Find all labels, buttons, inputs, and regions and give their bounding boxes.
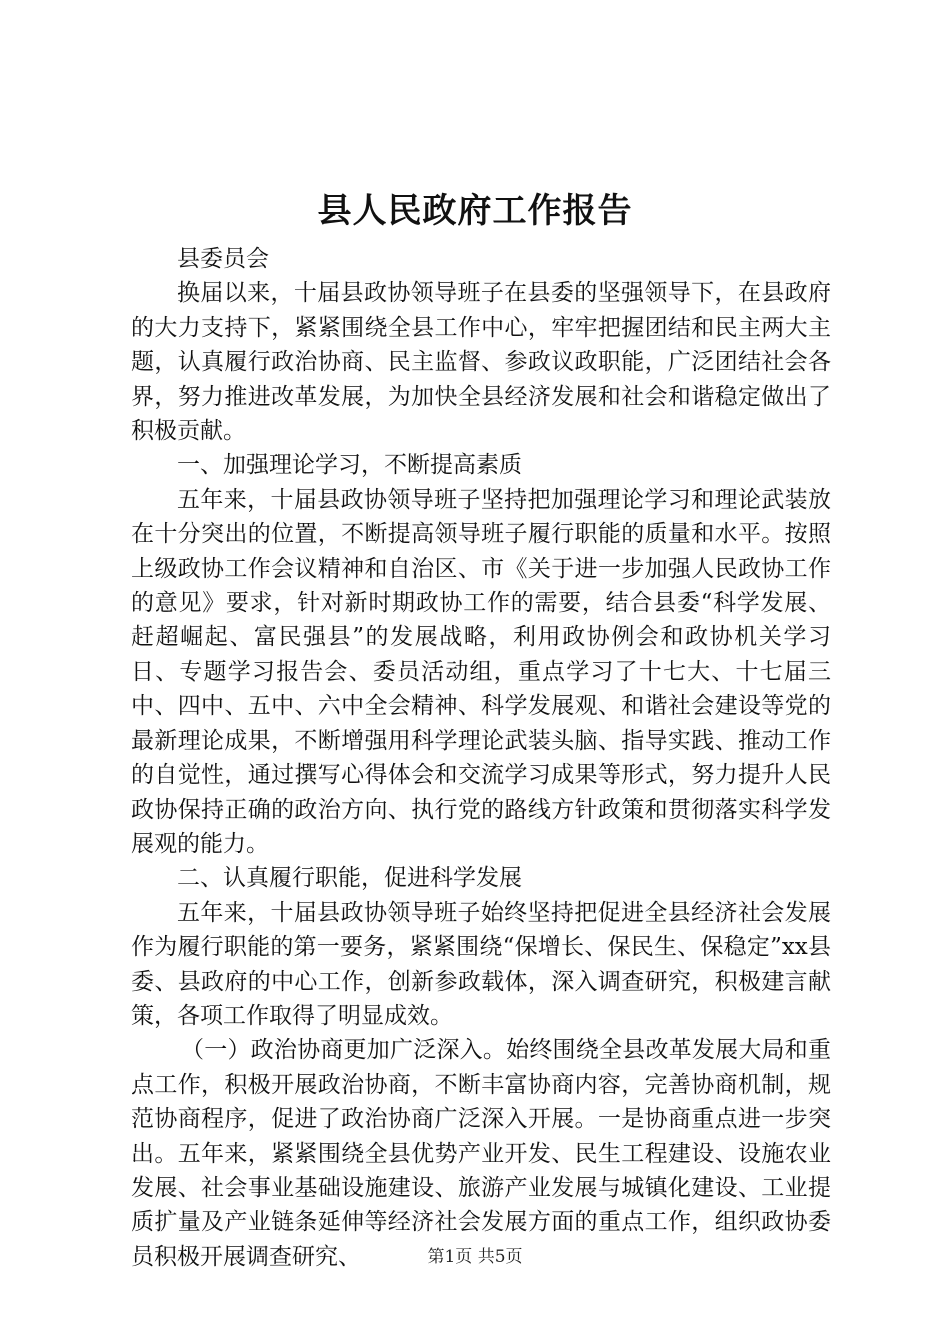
- page-footer: 第1页 共5页: [427, 1247, 523, 1267]
- document-body: [131, 242, 831, 1274]
- paragraph-section-1: 五年来，十届县政协领导班子坚持把加强理论学习和理论武装放在十分突出的位置，不断提高领导班子履行职能的质量和水平。按照上级政协工作会议精神和自治区、市《关于进一步加强人民政协工作的意见》要求，针对新时期政协工作的需要，结合县委“科学发展、赶超崛起、富民强县”的发展战略，利用政协例会和政协机关学习日、专题学习报告会、委员活动组，重点学习了十七大、十七届三中、四中、五中、六中全会精神、科学发展观、和谐社会建设等党的最新理论成果，不断增强用科学理论武装头脑、指导实践、推动工作的自觉性，通过撰写心得体会和交流学习成果等形式，努力提升人民政协保持正确的政治方向、执行党的路线方针政策和贯彻落实科学发展观的能力。: [131, 486, 831, 857]
- paragraph-subsection-1: （一）政治协商更加广泛深入。始终围绕全县改革发展大局和重点工作，积极开展政治协商，不断丰富协商内容，完善协商机制，规范协商程序，促进了政治协商广泛深入开展。一是协商重点进一步突出。五年来，紧紧围绕全县优势产业开发、民生工程建设、设施农业发展、社会事业基础设施建设、旅游产业发展与城镇化建设、工业提质扩量及产业链条延伸等经济社会发展方面的重点工作，组织政协委员积极开展调查研究、: [131, 1037, 831, 1270]
- paragraph-intro: 换届以来，十届县政协领导班子在县委的坚强领导下，在县政府的大力支持下，紧紧围绕全县工作中心，牢牢把握团结和民主两大主题，认真履行政治协商、民主监督、参政议政职能，广泛团结社会各界，努力推进改革发展，为加快全县经济发展和社会和谐稳定做出了积极贡献。: [131, 280, 831, 445]
- salutation: 县委员会: [177, 246, 269, 272]
- section-heading-2: 二、认真履行职能，促进科学发展: [177, 865, 522, 892]
- paragraph-section-2: 五年来，十届县政协领导班子始终坚持把促进全县经济社会发展作为履行职能的第一要务，紧紧围绕“保增长、保民生、保稳定”xx县委、县政府的中心工作，创新参政载体，深入调查研究，积极建言献策，各项工作取得了明显成效。: [131, 899, 831, 1029]
- document-title: 县人民政府工作报告: [317, 191, 633, 231]
- section-heading-1: 一、加强理论学习，不断提高素质: [177, 452, 522, 479]
